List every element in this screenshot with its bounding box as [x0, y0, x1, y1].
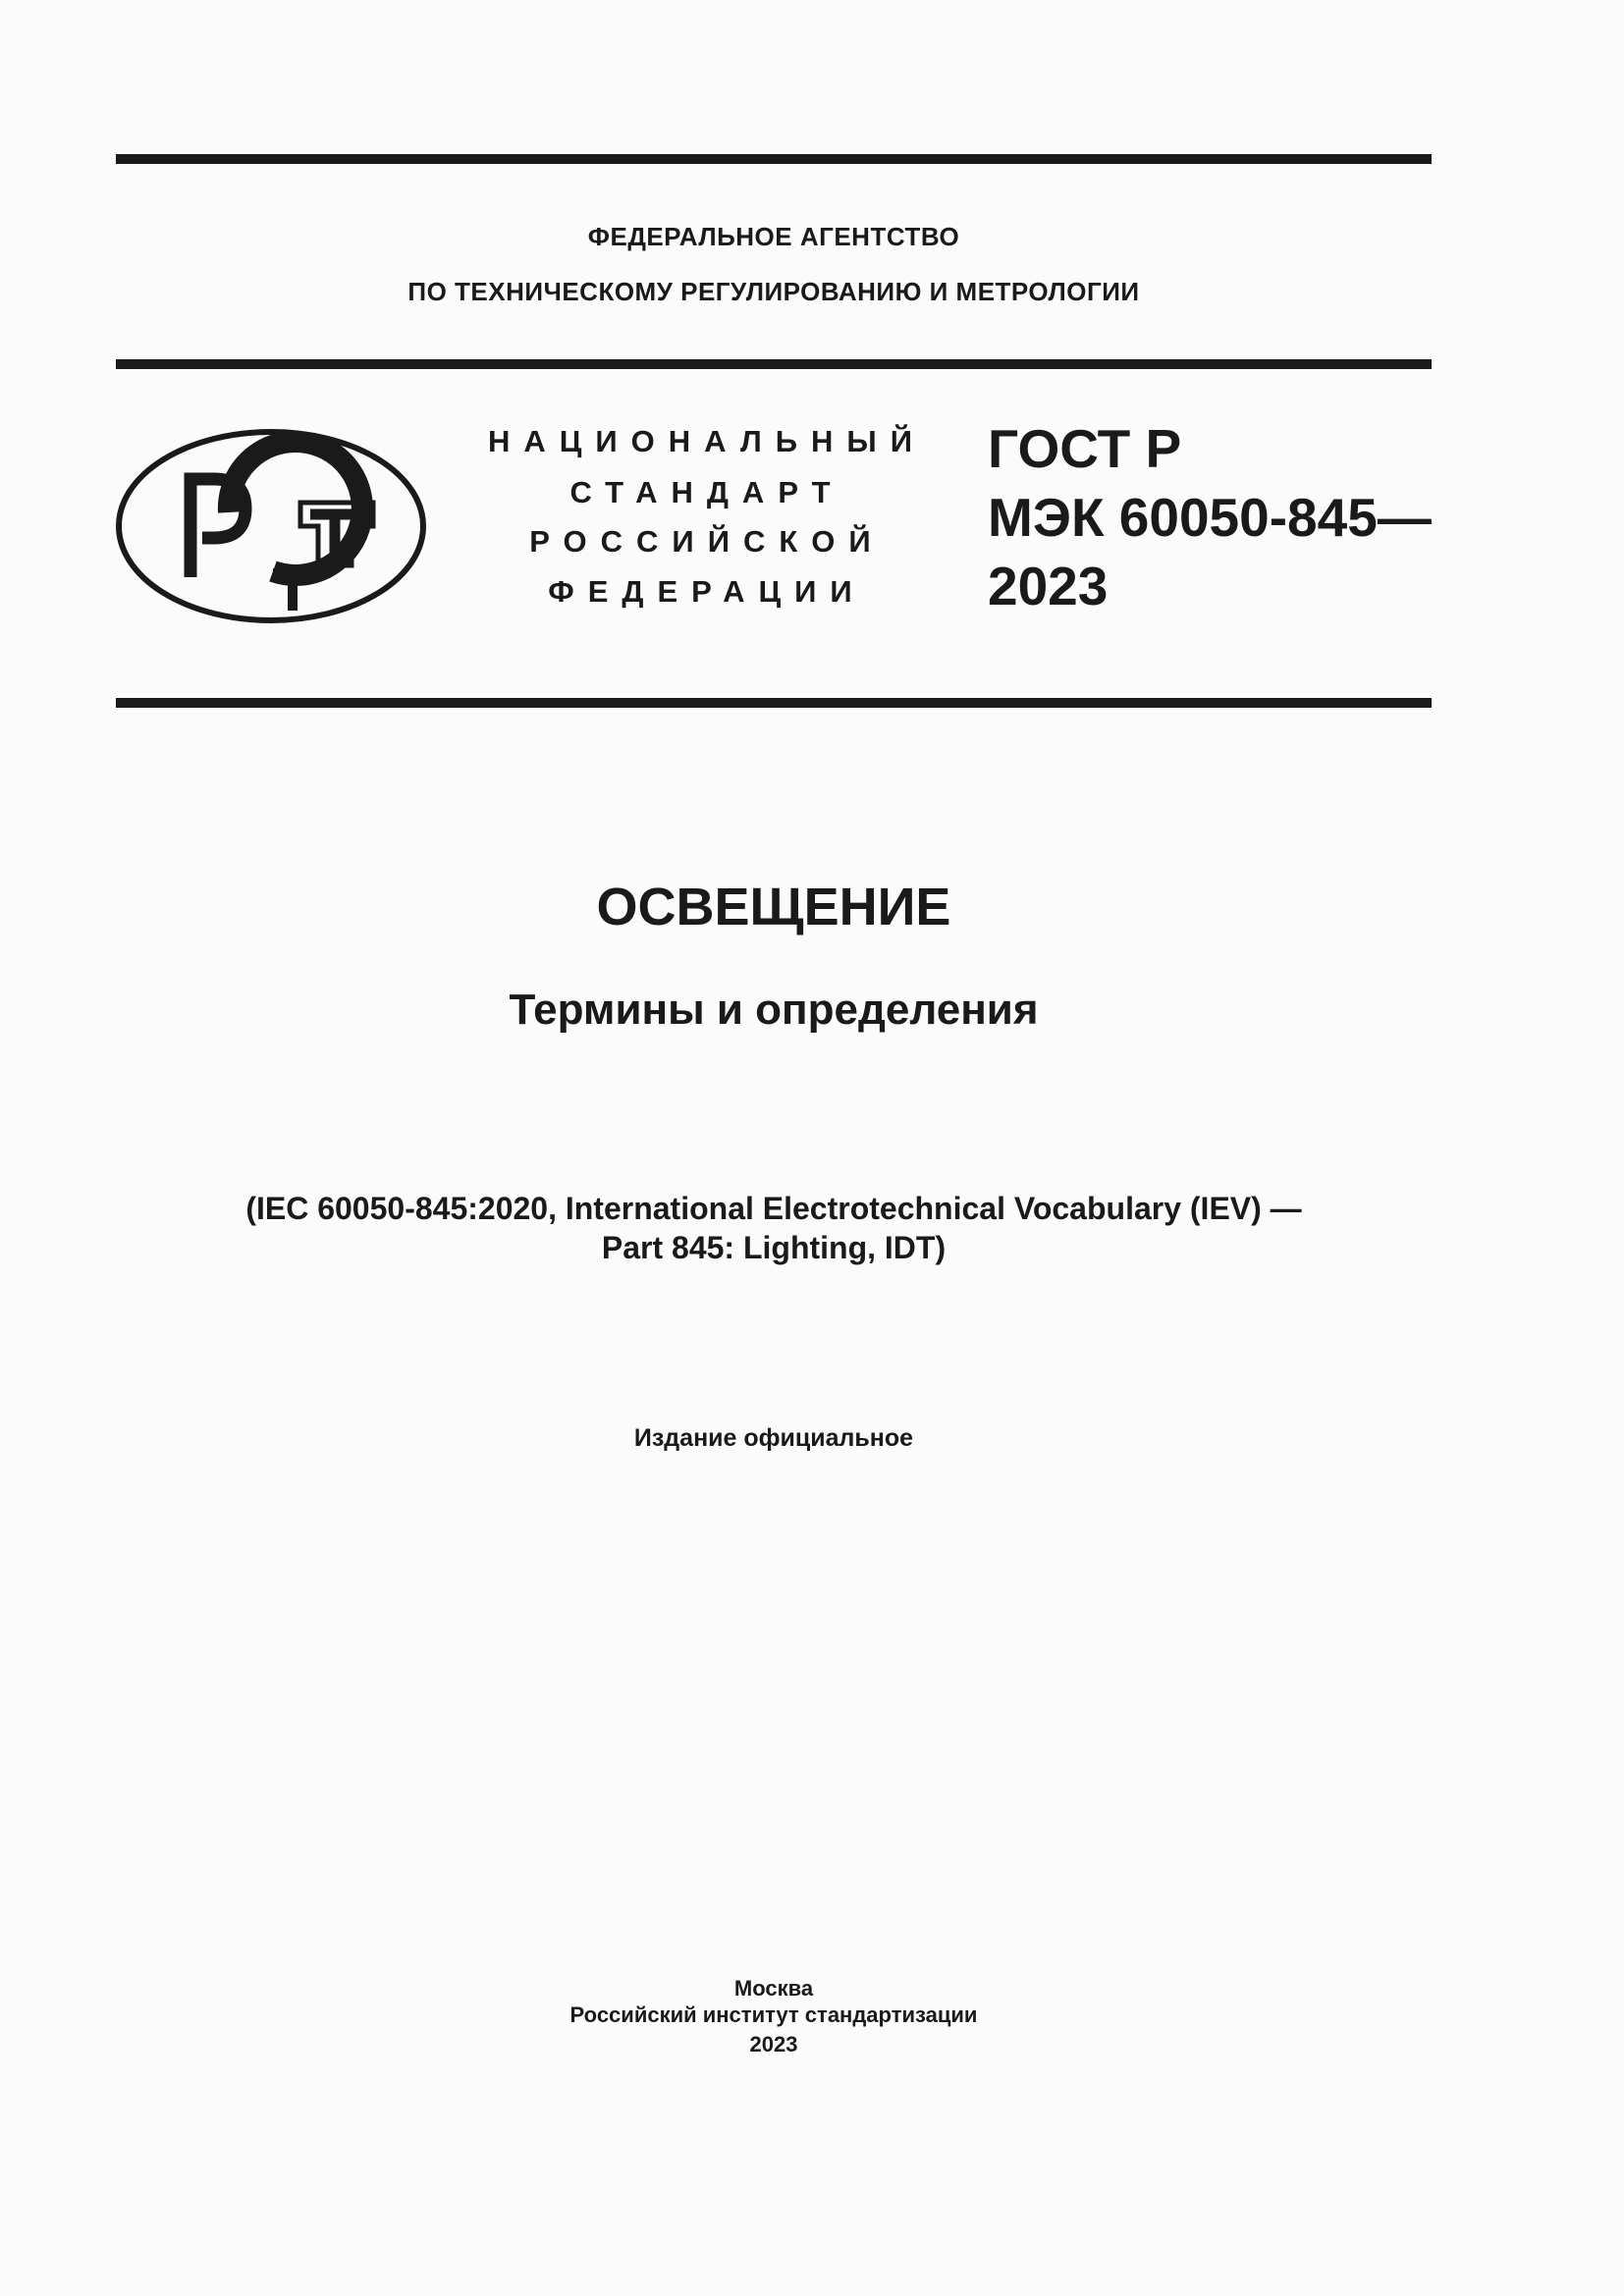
- agency-line-1: ФЕДЕРАЛЬНОЕ АГЕНТСТВО: [587, 222, 960, 251]
- agency-line-2: ПО ТЕХНИЧЕСКОМУ РЕГУЛИРОВАНИЮ И МЕТРОЛОГИИ: [407, 277, 1140, 306]
- document-subtitle: Термины и определения: [509, 986, 1039, 1034]
- designation-line-1: ГОСТ Р: [988, 418, 1182, 479]
- publisher-year: 2023: [749, 2032, 798, 2056]
- designation-line-2: МЭК 60050-845—: [988, 487, 1432, 548]
- rst-logo-icon: [116, 428, 426, 624]
- standard-type-line-4: ФЕДЕРАЦИИ: [548, 574, 866, 609]
- standard-type-line-1: НАЦИОНАЛЬНЫЙ: [487, 424, 927, 458]
- iec-reference-line-2: Part 845: Lighting, IDT): [601, 1230, 947, 1265]
- iec-reference-line-1: (IEC 60050-845:2020, International Electrotechnical Vocabulary (IEV) —: [245, 1191, 1302, 1226]
- document-title: ОСВЕЩЕНИЕ: [596, 878, 951, 936]
- publisher-city: Москва: [733, 1976, 814, 2001]
- standard-designation: [988, 414, 1432, 620]
- designation-line-3: 2023: [988, 556, 1109, 616]
- bottom-header-rule: [116, 698, 1432, 708]
- iec-reference: [116, 1189, 1432, 1267]
- standard-type-line-2: СТАНДАРТ: [569, 475, 844, 509]
- header-rule: [116, 359, 1432, 369]
- top-rule: [116, 154, 1432, 164]
- publisher-institute: Российский институт стандартизации: [569, 2002, 978, 2027]
- standard-type-line-3: РОССИЙСКОЙ: [529, 524, 885, 559]
- edition-label: Издание официальное: [633, 1424, 914, 1452]
